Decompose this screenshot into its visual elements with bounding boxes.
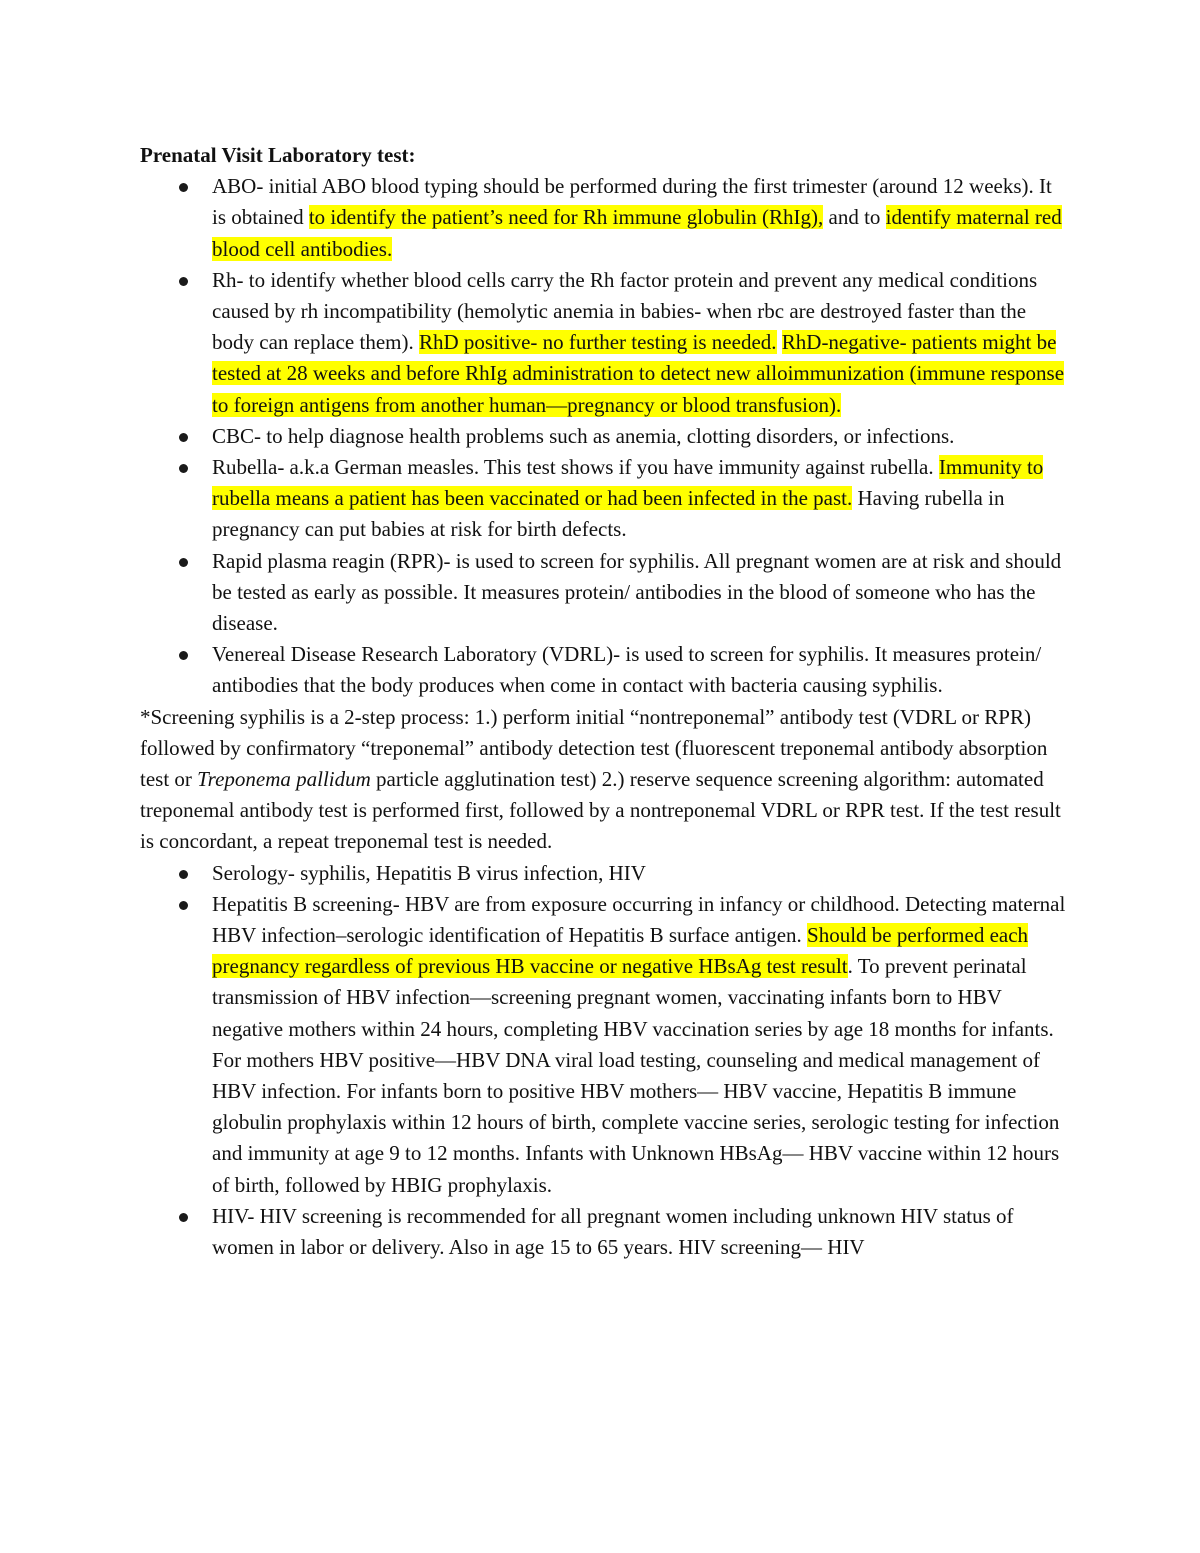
- document-title: Prenatal Visit Laboratory test:: [140, 143, 416, 167]
- bullet-icon: [179, 870, 188, 879]
- rubella-highlight: Immunity to rubella means a patient has been vaccinated or had been infected in the past.: [212, 455, 1044, 511]
- abo-text-2: and to: [823, 205, 886, 230]
- hiv-text: HIV- HIV screening is recommended for all pregnant women including unknown HIV status of women in labor or delivery. Also in age 15 to 65 years. HIV screening— HIV: [212, 1203, 1014, 1260]
- bullet-icon: [179, 464, 188, 473]
- list-item-hepatitis-b: [140, 889, 1070, 1201]
- note-text-2: particle agglutination test) 2.) reserve sequence screening algorithm: automated treponemal antibody test is performed first, followed by a nontreponemal VDRL or RPR test. If the test result is concordant, a repeat treponemal test is needed.: [140, 767, 1061, 854]
- document-page: [140, 140, 1070, 1263]
- rubella-text-2: Having rubella in pregnancy can put babies at risk for birth defects.: [212, 486, 1005, 542]
- bullet-icon: [179, 433, 188, 442]
- list-item-serology: [140, 858, 1070, 889]
- syphilis-note: [140, 702, 1070, 858]
- list-item-vdrl: [140, 639, 1070, 701]
- list-item-abo: [140, 171, 1070, 265]
- list-item-rpr: [140, 546, 1070, 640]
- note-text: *Screening syphilis is a 2-step process: 1.) perform initial “nontreponemal” antibody test (VDRL or RPR) followed by confirmatory “treponemal” antibody detection test (fluorescent treponemal antibody absorption test or: [140, 704, 1048, 792]
- list-item-rh: [140, 265, 1070, 421]
- abo-highlight-antibodies: identify maternal red blood cell antibodies.: [212, 205, 1062, 261]
- rubella-text: Rubella- a.k.a German measles. This test shows if you have immunity against rubella.: [212, 455, 939, 480]
- hepb-text-2: . To prevent perinatal transmission of HBV infection—screening pregnant women, vaccinating infants born to HBV negative mothers within 24 hours, completing HBV vaccination series by age 18 months for infants. For mothers HBV positive—HBV DNA viral load testing, counseling and medical management of HBV infection. For infants born to positive HBV mothers— HBV vaccine, Hepatitis B immune globulin prophylaxis within 12 hours of birth, complete vaccine series, serologic testing for infection and immunity at age 9 to 12 months. Infants with Unknown HBsAg— HBV vaccine within 12 hours of birth, followed by HBIG prophylaxis.: [212, 954, 1060, 1197]
- hepb-text: Hepatitis B screening- HBV are from exposure occurring in infancy or childhood. Detecting maternal HBV infection–serologic identification of Hepatitis B surface antigen.: [212, 891, 1066, 948]
- bullet-icon: [179, 1213, 188, 1222]
- bullet-icon: [179, 651, 188, 660]
- vdrl-text: Venereal Disease Research Laboratory (VDRL)- is used to screen for syphilis. It measures protein/ antibodies that the body produces when come in contact with bacteria causing syphilis.: [212, 642, 1042, 698]
- list-item-cbc: [140, 421, 1070, 452]
- list-item-rubella: [140, 452, 1070, 546]
- rh-text: Rh- to identify whether blood cells carry the Rh factor protein and prevent any medical conditions caused by rh incompatibility (hemolytic anemia in babies- when rbc are destroyed faster than the body can replace them).: [212, 267, 1038, 355]
- abo-highlight-rhig: to identify the patient’s need for Rh immune globulin (RhIg),: [308, 205, 824, 230]
- cbc-text: CBC- to help diagnose health problems such as anemia, clotting disorders, or infections.: [212, 423, 955, 448]
- bullet-icon: [179, 558, 188, 567]
- bullet-icon: [179, 901, 188, 910]
- list-item-hiv: [140, 1201, 1070, 1263]
- bullet-icon: [179, 277, 188, 286]
- abo-text: ABO- initial ABO blood typing should be performed during the first trimester (around 12 weeks). It is obtained: [212, 174, 1052, 230]
- rpr-text: Rapid plasma reagin (RPR)- is used to screen for syphilis. All pregnant women are at risk and should be tested as early as possible. It measures protein/ antibodies in the blood of someone who has the disease.: [212, 548, 1062, 636]
- screening-list: [140, 858, 1070, 1264]
- rh-text-2: [777, 330, 782, 354]
- hepb-highlight: Should be performed each pregnancy regardless of previous HB vaccine or negative HBsAg test result: [212, 923, 1029, 979]
- serology-text: Serology- syphilis, Hepatitis B virus infection, HIV: [212, 860, 646, 885]
- rh-highlight-positive: RhD positive- no further testing is needed.: [419, 330, 777, 355]
- note-italic: Treponema pallidum: [197, 767, 371, 792]
- lab-test-list: [140, 171, 1070, 701]
- bullet-icon: [179, 183, 188, 192]
- rh-highlight-negative: RhD-negative- patients might be tested at 28 weeks and before RhIg administration to detect new alloimmunization (immune response to foreign antigens from another human—pregnancy or blood transfusion).: [212, 330, 1065, 417]
